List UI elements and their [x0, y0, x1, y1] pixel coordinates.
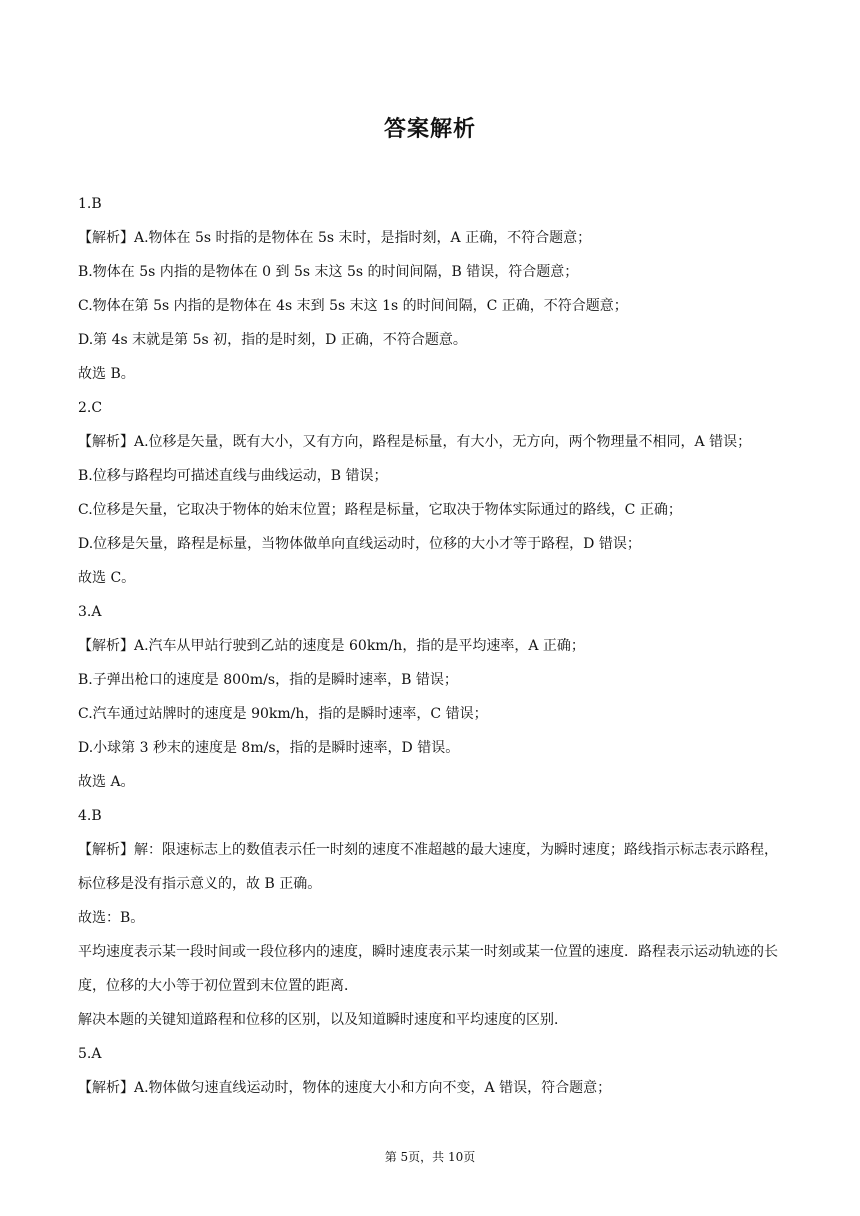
- page-footer: 第 5页，共 10页: [384, 1150, 476, 1164]
- answer-content: [78, 187, 784, 1105]
- answer-choice: 故选 B。: [78, 366, 135, 382]
- analysis-paragraph: 平均速度表示某一段时间或一段位移内的速度，瞬时速度表示某一时刻或某一位置的速度．路程表示运动轨迹的长度，位移的大小等于初位置到末位置的距离．: [78, 944, 778, 994]
- explanation-line: B.物体在 5s 内指的是物体在 0 到 5s 末这 5s 的时间间隔，B 错误，符合题意；: [78, 264, 579, 280]
- explanation-paragraph: 【解析】解：限速标志上的数值表示任一时刻的速度不准超越的最大速度，为瞬时速度；路线指示标志表示路程，标位移是没有指示意义的，故 B 正确。: [78, 842, 778, 892]
- explanation-line: C.汽车通过站牌时的速度是 90km/h，指的是瞬时速率，C 错误；: [78, 706, 488, 722]
- explanation-line: 【解析】A.物体在 5s 时指的是物体在 5s 末时，是指时刻，A 正确，不符合题意；: [78, 230, 592, 246]
- explanation-line: 【解析】A.位移是矢量，既有大小，又有方向，路程是标量，有大小，无方向，两个物理量不相同，A 错误；: [78, 434, 752, 450]
- explanation-line: C.位移是矢量，它取决于物体的始末位置；路程是标量，它取决于物体实际通过的路线，C 正确；: [78, 502, 682, 518]
- answer-number: 3.A: [78, 604, 102, 620]
- answer-number: 4.B: [78, 808, 102, 824]
- answer-choice: 故选 A。: [78, 774, 135, 790]
- answer-choice: 故选：B。: [78, 910, 145, 926]
- explanation-line: C.物体在第 5s 内指的是物体在 4s 末到 5s 末这 1s 的时间间隔，C 正确，不符合题意；: [78, 298, 628, 314]
- explanation-line: B.位移与路程均可描述直线与曲线运动，B 错误；: [78, 468, 388, 484]
- answer-number: 2.C: [78, 400, 103, 416]
- explanation-line: D.小球第 3 秒末的速度是 8m/s，指的是瞬时速率，D 错误。: [78, 740, 460, 756]
- page-title: 答案解析: [383, 117, 476, 142]
- explanation-line: 【解析】A.汽车从甲站行驶到乙站的速度是 60km/h，指的是平均速率，A 正确；: [78, 638, 585, 654]
- explanation-line: B.子弹出枪口的速度是 800m/s，指的是瞬时速率，B 错误；: [78, 672, 458, 688]
- answer-number: 1.B: [78, 196, 102, 212]
- explanation-line: 【解析】A.物体做匀速直线运动时，物体的速度大小和方向不变，A 错误，符合题意；: [78, 1080, 612, 1096]
- answer-choice: 故选 C。: [78, 570, 136, 586]
- answer-number: 5.A: [78, 1046, 102, 1062]
- key-point-line: 解决本题的关键知道路程和位移的区别，以及知道瞬时速度和平均速度的区别．: [78, 1012, 568, 1028]
- explanation-line: D.第 4s 末就是第 5s 初，指的是时刻，D 正确，不符合题意。: [78, 332, 467, 348]
- explanation-line: D.位移是矢量，路程是标量，当物体做单向直线运动时，位移的大小才等于路程，D 错误；: [78, 536, 641, 552]
